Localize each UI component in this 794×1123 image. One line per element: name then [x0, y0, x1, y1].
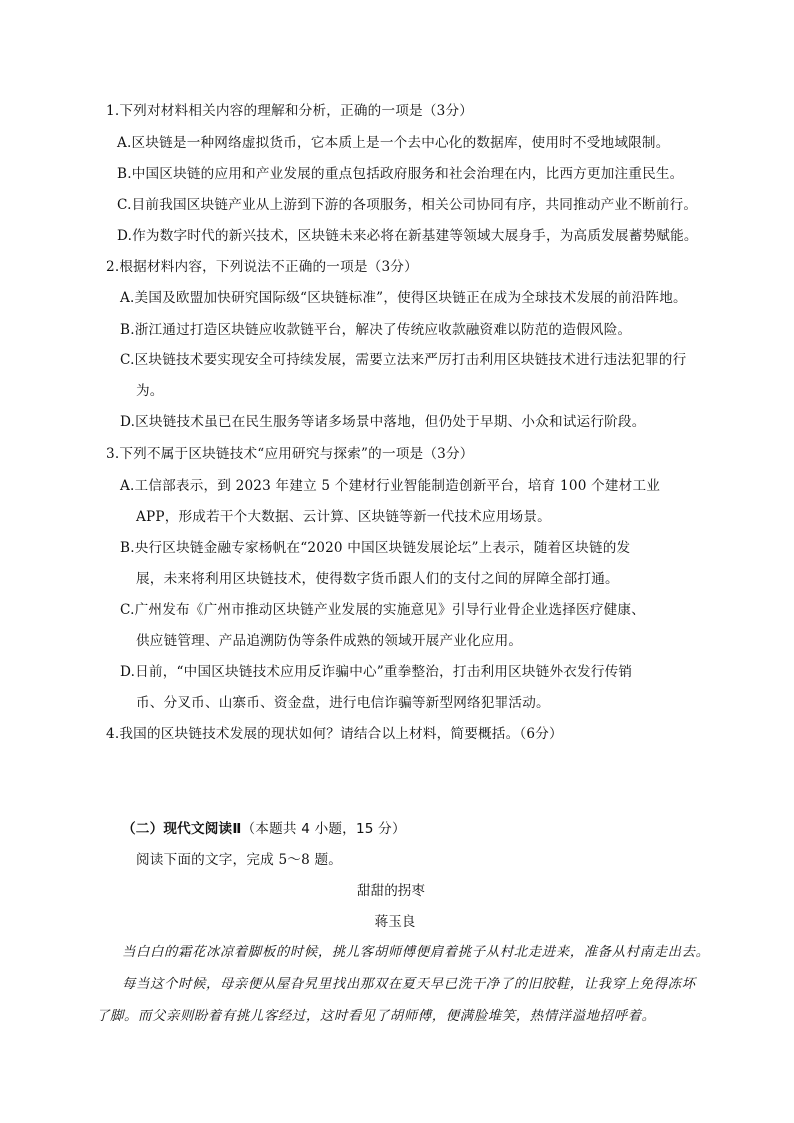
article-paragraph-line: 当白白的霜花冰凉着脚板的时候，挑儿客胡师傅便肩着挑子从村北走进来，准备从村南走出去。 — [122, 945, 710, 960]
section-2-title-main: （二）现代文阅读Ⅱ — [122, 821, 242, 837]
question-2-stem: 2.根据材料内容，下列说法不正确的一项是（3分） — [106, 259, 418, 275]
question-1-stem: 1.下列对材料相关内容的理解和分析，正确的一项是（3分） — [106, 103, 474, 119]
section-2-title-note: （本题共 4 小题，15 分） — [241, 821, 406, 837]
question-1-option-b: B.中国区块链的应用和产业发展的重点包括政府服务和社会治理在内，比西方更加注重民生。 — [117, 166, 684, 182]
question-2-option-c-line2: 为。 — [136, 383, 164, 399]
question-3-option-b-line2: 展，未来将利用区块链技术，使得数字货币跟人们的支付之间的屏障全部打通。 — [136, 571, 619, 587]
question-3-option-a-line1: A.工信部表示，到 2023 年建立 5 个建材行业智能制造创新平台，培育 100 个建材工业 — [120, 478, 661, 494]
question-2-option-b: B.浙江通过打造区块链应收款链平台，解决了传统应收款融资难以防范的造假风险。 — [120, 322, 632, 338]
section-2-title — [122, 819, 406, 839]
question-4-stem: 4.我国的区块链技术发展的现状如何？请结合以上材料，简要概括。（6分） — [106, 726, 563, 742]
article-author: 蒋玉良 — [374, 914, 416, 930]
question-3-option-a-line2: APP，形成若干个大数据、云计算、区块链等新一代技术应用场景。 — [136, 509, 551, 525]
question-2-option-a: A.美国及欧盟加快研究国际级“区块链标准”，使得区块链正在成为全球技术发展的前沿阵地。 — [120, 290, 687, 306]
question-3-option-b-line1: B.央行区块链金融专家杨帆在“2020 中国区块链发展论坛”上表示，随着区块链的发 — [120, 540, 631, 556]
question-2-option-d: D.区块链技术虽已在民生服务等诸多场景中落地，但仍处于早期、小众和试运行阶段。 — [120, 414, 646, 430]
question-3-option-d-line2: 币、分叉币、山寨币、资金盘，进行电信诈骗等新型网络犯罪活动。 — [136, 695, 550, 711]
question-3-option-d-line1: D.日前，“中国区块链技术应用反诈骗中心”重拳整治，打击利用区块链外衣发行传销 — [120, 664, 633, 680]
question-1-option-d: D.作为数字时代的新兴技术，区块链未来必将在新基建等领域大展身手，为高质发展蓄势赋能。 — [117, 228, 698, 244]
article-paragraph-line: 了脚。而父亲则盼着有挑儿客经过，这时看见了胡师傅，便满脸堆笑，热情洋溢地招呼着。 — [96, 1009, 656, 1024]
section-2-instruction: 阅读下面的文字，完成 5～8 题。 — [136, 852, 343, 868]
article-paragraph-line: 每当这个时候，母亲便从屋旮旯里找出那双在夏天早已洗干净了的旧胶鞋，让我穿上免得冻坏 — [122, 977, 696, 992]
question-1-option-c: C.目前我国区块链产业从上游到下游的各项服务，相关公司协同有序，共同推动产业不断前行。 — [117, 197, 698, 213]
question-2-option-c-line1: C.区块链技术要实现安全可持续发展，需要立法来严厉打击利用区块链技术进行违法犯罪的行 — [120, 352, 687, 368]
question-3-stem: 3.下列不属于区块链技术“应用研究与探索”的一项是（3分） — [106, 446, 474, 462]
question-3-option-c-line1: C.广州发布《广州市推动区块链产业发展的实施意见》引导行业骨企业选择医疗健康、 — [120, 602, 646, 618]
article-title: 甜甜的拐枣 — [357, 883, 425, 899]
question-3-option-c-line2: 供应链管理、产品追溯防伪等条件成熟的领域开展产业化应用。 — [136, 633, 523, 649]
question-1-option-a: A.区块链是一种网络虚拟货币，它本质上是一个去中心化的数据库，使用时不受地域限制。 — [117, 135, 670, 151]
